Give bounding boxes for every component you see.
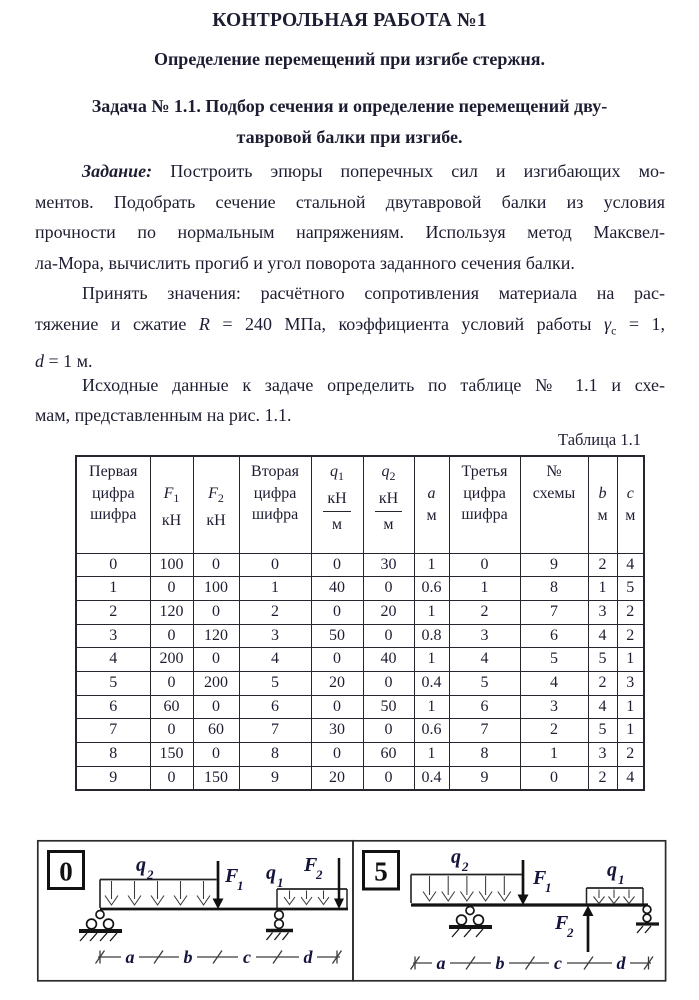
table-cell: 0	[311, 695, 363, 719]
table-cell: 2	[449, 600, 520, 624]
table-cell: 8	[520, 577, 588, 601]
table-cell: 2	[617, 743, 644, 767]
table-cell: 5	[617, 577, 644, 601]
table-cell: 5	[520, 648, 588, 672]
table-cell: 6	[449, 695, 520, 719]
table-cell: 1	[76, 577, 150, 601]
table-cell: 5	[239, 671, 311, 695]
table-cell: 5	[449, 671, 520, 695]
symbol-d: d	[35, 350, 44, 371]
scheme0-dim-b: b	[183, 947, 193, 967]
table-cell: 7	[76, 719, 150, 743]
table-cell: 7	[520, 600, 588, 624]
p1-line4: ла-Мора, вычислить прогиб и угол поворота заданного сечения балки.	[35, 252, 575, 273]
table-cell: 1	[617, 695, 644, 719]
table-cell: 4	[617, 766, 644, 790]
table-cell: 1	[414, 743, 449, 767]
table-cell: 1	[239, 577, 311, 601]
scheme0-q1-sub: 1	[277, 875, 284, 890]
page-title: КОНТРОЛЬНАЯ РАБОТА №1	[212, 10, 487, 31]
table-cell: 3	[76, 624, 150, 648]
col-F2: $F_2$ кН	[193, 456, 239, 553]
table-cell: 0	[311, 600, 363, 624]
table-cell: 150	[150, 743, 193, 767]
table-cell: 1	[414, 600, 449, 624]
col-second-digit: Вторая цифра шифра	[239, 456, 311, 553]
table-cell: 2	[76, 600, 150, 624]
col-q2: $q_2$ $\frac{кН}{м}$	[363, 456, 414, 553]
scheme0-F2-label: F	[304, 854, 318, 876]
table-cell: 0	[449, 553, 520, 577]
table-cell: 4	[588, 624, 617, 648]
symbol-gamma-sub: c	[611, 323, 617, 338]
table-cell: 4	[588, 695, 617, 719]
scheme5-dim-c: c	[554, 953, 562, 973]
scheme5-q1-label: q	[607, 859, 617, 881]
table-cell: 0	[311, 553, 363, 577]
table-cell: 40	[363, 648, 414, 672]
table-cell: 0	[311, 648, 363, 672]
scheme0-q1-label: q	[266, 862, 276, 884]
table-cell: 6	[520, 624, 588, 648]
scheme5-dim-a: a	[436, 953, 446, 973]
scheme0-F2-sub: 2	[316, 867, 323, 882]
table-cell: 0	[150, 719, 193, 743]
table-cell: 5	[588, 719, 617, 743]
table-cell: 2	[239, 600, 311, 624]
table-cell: 30	[363, 553, 414, 577]
table-row	[76, 695, 644, 719]
table-cell: 200	[193, 671, 239, 695]
scheme0-roller-support	[266, 911, 293, 940]
scheme0-q2-sub: 2	[147, 867, 154, 882]
table-cell: 0.4	[414, 671, 449, 695]
table-cell: 3	[520, 695, 588, 719]
table-cell: 120	[150, 600, 193, 624]
table-cell: 200	[150, 648, 193, 672]
paragraph-source-data	[35, 370, 665, 431]
scheme5-load-q2	[411, 875, 523, 904]
table-cell: 9	[520, 553, 588, 577]
p1-line1: Задание: Построить эпюры поперечных сил и изгибающих мо-	[82, 161, 665, 181]
table-cell: 7	[449, 719, 520, 743]
p1-line2: ментов. Подобрать сечение стальной двутавровой балки из условия	[35, 191, 665, 212]
table-cell: 7	[239, 719, 311, 743]
scheme0-load-q2	[100, 880, 217, 909]
scheme5-force-F1-arrow	[518, 860, 529, 905]
table-cell: 6	[76, 695, 150, 719]
table-cell: 8	[239, 743, 311, 767]
table-cell: 0	[363, 671, 414, 695]
table-cell: 0	[363, 577, 414, 601]
scheme0-F1-sub: 1	[237, 878, 244, 893]
table-cell: 3	[239, 624, 311, 648]
table-cell: 0	[76, 553, 150, 577]
table-cell: 150	[193, 766, 239, 790]
table-cell: 4	[617, 553, 644, 577]
table-cell: 40	[311, 577, 363, 601]
table-cell: 0	[239, 553, 311, 577]
beam-schemes-figure	[35, 838, 668, 988]
table-cell: 9	[76, 766, 150, 790]
table-cell: 20	[311, 671, 363, 695]
table-cell: 60	[150, 695, 193, 719]
task-heading-line2: тавровой балки при изгибе.	[236, 127, 463, 147]
scheme5-dim-d: d	[616, 953, 626, 973]
p3-line1: Исходные данные к задаче определить по таблице № 1.1 и схе-	[82, 374, 665, 395]
col-third-digit: Третья цифра шифра	[449, 456, 520, 553]
scheme5-F2-label: F	[555, 912, 569, 934]
table-cell: 1	[617, 648, 644, 672]
table-cell: 3	[449, 624, 520, 648]
table-cell: 0	[363, 766, 414, 790]
scheme0-number: 0	[59, 856, 73, 887]
scheme5-F1-label: F	[533, 867, 547, 889]
table-cell: 3	[588, 743, 617, 767]
table-row	[76, 766, 644, 790]
table-cell: 2	[617, 600, 644, 624]
table-cell: 3	[588, 600, 617, 624]
col-b: b м	[588, 456, 617, 553]
table-cell: 8	[449, 743, 520, 767]
table-cell: 4	[520, 671, 588, 695]
table-cell: 30	[311, 719, 363, 743]
scheme0-dim-a: a	[125, 947, 135, 967]
table-cell: 1	[588, 577, 617, 601]
symbol-gamma: γ	[603, 313, 612, 334]
table-cell: 0	[363, 624, 414, 648]
scheme5-F1-sub: 1	[545, 880, 552, 895]
table-cell: 0	[150, 577, 193, 601]
p1-line3: прочности по нормальным напряжениям. Используя метод Максвел-	[35, 222, 665, 242]
col-first-digit: Первая цифра шифра	[76, 456, 150, 553]
paragraph-task	[35, 156, 665, 278]
symbol-R: R	[198, 313, 210, 334]
table-cell: 2	[520, 719, 588, 743]
table-cell: 0	[193, 553, 239, 577]
scheme5-q1-sub: 1	[618, 872, 625, 887]
p2-line3: d = 1 м.	[35, 350, 93, 371]
table-header	[76, 456, 644, 553]
table-cell: 2	[588, 553, 617, 577]
table-cell: 0.4	[414, 766, 449, 790]
scheme5-q2-label: q	[451, 846, 461, 868]
table-cell: 1	[414, 648, 449, 672]
table-row	[76, 577, 644, 601]
scheme0-pin-support	[79, 911, 122, 942]
scheme0-q2-label: q	[136, 854, 146, 876]
table-cell: 0	[150, 671, 193, 695]
table-cell: 1	[617, 719, 644, 743]
table-cell: 20	[311, 766, 363, 790]
task-lead-word: Задание:	[82, 161, 153, 181]
table-cell: 4	[239, 648, 311, 672]
table-cell: 5	[76, 671, 150, 695]
p2-line2: тяжение и сжатие R = 240 МПа, коэффициента условий работы $\gamma_c = 1$,	[35, 313, 666, 338]
table-row	[76, 648, 644, 672]
table-cell: 2	[588, 671, 617, 695]
table-row	[76, 600, 644, 624]
table-row	[76, 624, 644, 648]
data-table-wrap	[75, 455, 645, 791]
table-cell: 0	[311, 743, 363, 767]
scheme0	[49, 852, 349, 968]
table-cell: 120	[193, 624, 239, 648]
scheme5-load-q1	[587, 888, 644, 904]
table-cell: 0	[150, 624, 193, 648]
table-cell: 100	[150, 553, 193, 577]
table-cell: 50	[363, 695, 414, 719]
table-cell: 0.6	[414, 577, 449, 601]
col-scheme-no: № схемы	[520, 456, 588, 553]
scheme0-dim-c: c	[243, 947, 251, 967]
table-cell: 5	[588, 648, 617, 672]
col-q1: $q_1$ $\frac{кН}{м}$	[311, 456, 363, 553]
table-row	[76, 719, 644, 743]
table-caption: Таблица 1.1	[558, 430, 641, 449]
data-table	[75, 455, 645, 791]
page-subtitle: Определение перемещений при изгибе стержня.	[153, 49, 546, 69]
table-cell: 2	[588, 766, 617, 790]
table-row	[76, 743, 644, 767]
table-cell: 20	[363, 600, 414, 624]
p3-line2: мам, представленным на рис. 1.1.	[35, 405, 292, 425]
scheme5-F2-sub: 2	[567, 925, 574, 940]
task-heading-line1: Задача № 1.1. Подбор сечения и определение перемещений дву-	[91, 96, 608, 116]
scheme0-force-F2-arrow	[334, 858, 344, 909]
scheme5-force-F2-arrow	[583, 906, 594, 953]
table-cell: 1	[520, 743, 588, 767]
scheme5-roller-support	[636, 906, 659, 933]
table-cell: 4	[449, 648, 520, 672]
scheme0-F1-label: F	[225, 865, 239, 887]
table-cell: 0	[193, 600, 239, 624]
table-cell: 50	[311, 624, 363, 648]
table-cell: 1	[449, 577, 520, 601]
table-cell: 0	[150, 766, 193, 790]
table-row	[76, 553, 644, 577]
table-cell: 0.8	[414, 624, 449, 648]
scheme0-force-F1-arrow	[213, 861, 224, 909]
table-cell: 3	[617, 671, 644, 695]
table-cell: 0	[193, 695, 239, 719]
table-cell: 60	[363, 743, 414, 767]
col-F1: $F_1$ кН	[150, 456, 193, 553]
scheme5-q2-sub: 2	[462, 859, 469, 874]
col-c: c м	[617, 456, 644, 553]
table-cell: 9	[239, 766, 311, 790]
p2-line1: Принять значения: расчётного сопротивления материала на рас-	[82, 283, 665, 303]
table-cell: 1	[414, 695, 449, 719]
scheme5-number: 5	[374, 856, 388, 887]
table-cell: 2	[617, 624, 644, 648]
table-cell: 1	[414, 553, 449, 577]
table-cell: 9	[449, 766, 520, 790]
table-cell: 0	[193, 743, 239, 767]
table-cell: 60	[193, 719, 239, 743]
scheme5	[364, 846, 660, 973]
paragraph-values	[35, 278, 665, 376]
scheme5-dim-b: b	[495, 953, 505, 973]
scheme0-dim-d: d	[303, 947, 313, 967]
table-cell: 0	[193, 648, 239, 672]
table-body	[76, 553, 644, 790]
task-heading	[0, 91, 699, 153]
table-cell: 100	[193, 577, 239, 601]
table-cell: 0.6	[414, 719, 449, 743]
col-a: a м	[414, 456, 449, 553]
table-cell: 8	[76, 743, 150, 767]
table-row	[76, 671, 644, 695]
table-cell: 4	[76, 648, 150, 672]
table-cell: 6	[239, 695, 311, 719]
table-cell: 0	[363, 719, 414, 743]
table-cell: 0	[520, 766, 588, 790]
scheme5-pin-support	[449, 907, 492, 938]
